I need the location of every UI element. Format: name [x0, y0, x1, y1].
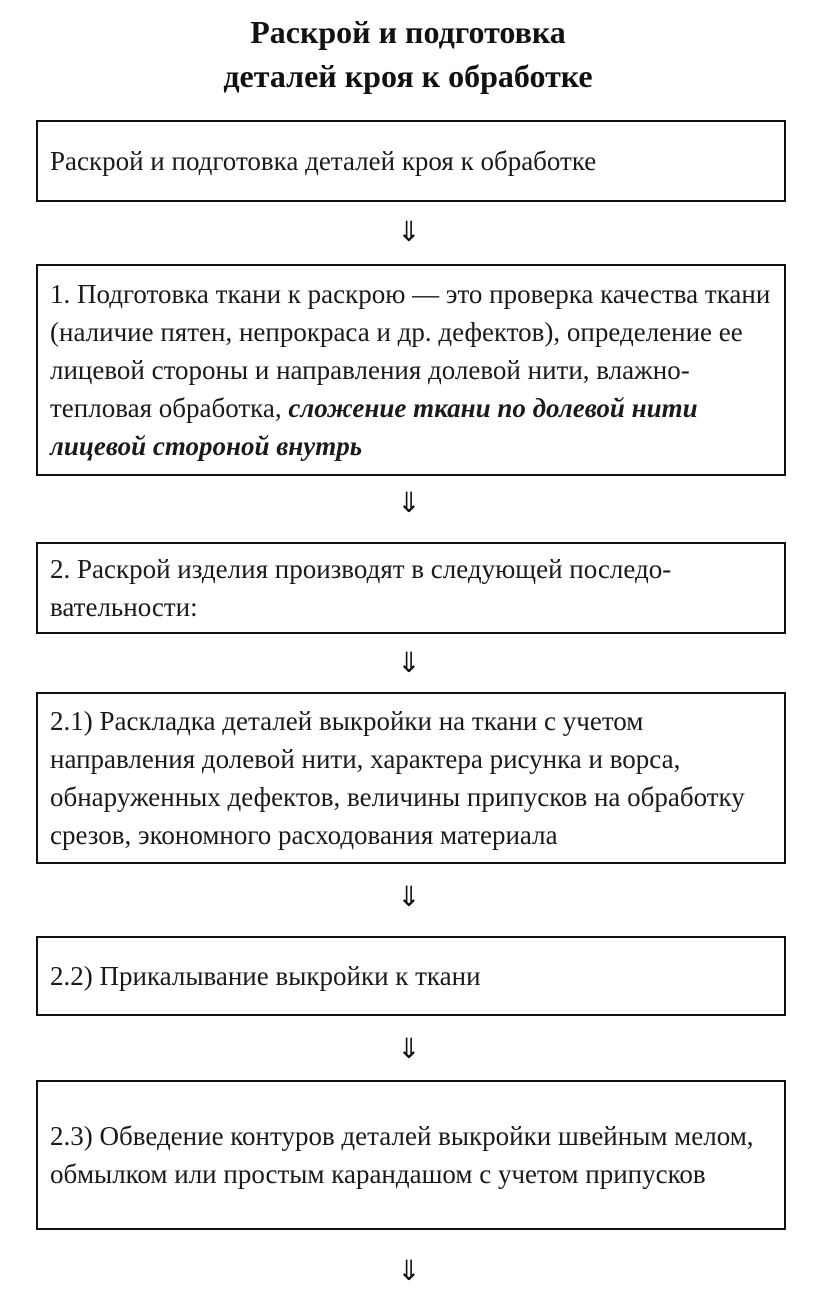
- step-box-0: [36, 120, 786, 202]
- step-box-1: [36, 264, 786, 476]
- down-arrow-icon: ⇓: [397, 1032, 421, 1065]
- diagram-title: [0, 10, 816, 98]
- down-arrow-icon: ⇓: [397, 880, 421, 913]
- step-text-5: 2.3) Обведение контуров деталей выкройки швейным мелом, обмылком или простым карандашом с учетом припусков: [50, 1121, 754, 1189]
- step-box-3: [36, 692, 786, 864]
- down-arrow-icon: ⇓: [397, 215, 421, 248]
- step-text-3: 2.1) Раскладка деталей выкройки на ткани с учетом направления долевой нити, характера рисунка и ворса, обнаруженных дефектов, величины припусков на обработку срезов, экономного расходования материала: [50, 706, 745, 850]
- step-box-2: [36, 542, 786, 634]
- title-line-2: деталей кроя к обработке: [223, 58, 593, 94]
- step-text-2: 2. Раскрой изделия производят в следующей последовательности:: [50, 554, 672, 622]
- step-text-1-main: 1. Подготовка ткани к раскрою — это проверка качества ткани (наличие пятен, непрокраса и др. дефектов), определение ее лицевой стороны и направления долевой нити, влажно-тепловая обработка,: [50, 279, 771, 423]
- title-line-1: Раскрой и подготовка: [250, 14, 566, 50]
- step-text-4: 2.2) Прикалывание выкройки к ткани: [50, 961, 481, 991]
- step-text-1: [50, 275, 772, 465]
- step-text-0: Раскрой и подготовка деталей кроя к обработке: [50, 146, 597, 176]
- step-text-1-emphasis: сложение ткани по долевой нити лицевой стороной внутрь: [50, 393, 698, 461]
- down-arrow-icon: ⇓: [397, 486, 421, 519]
- down-arrow-icon: ⇓: [397, 1254, 421, 1287]
- down-arrow-icon: ⇓: [397, 646, 421, 679]
- step-box-4: [36, 936, 786, 1016]
- step-box-5: [36, 1080, 786, 1230]
